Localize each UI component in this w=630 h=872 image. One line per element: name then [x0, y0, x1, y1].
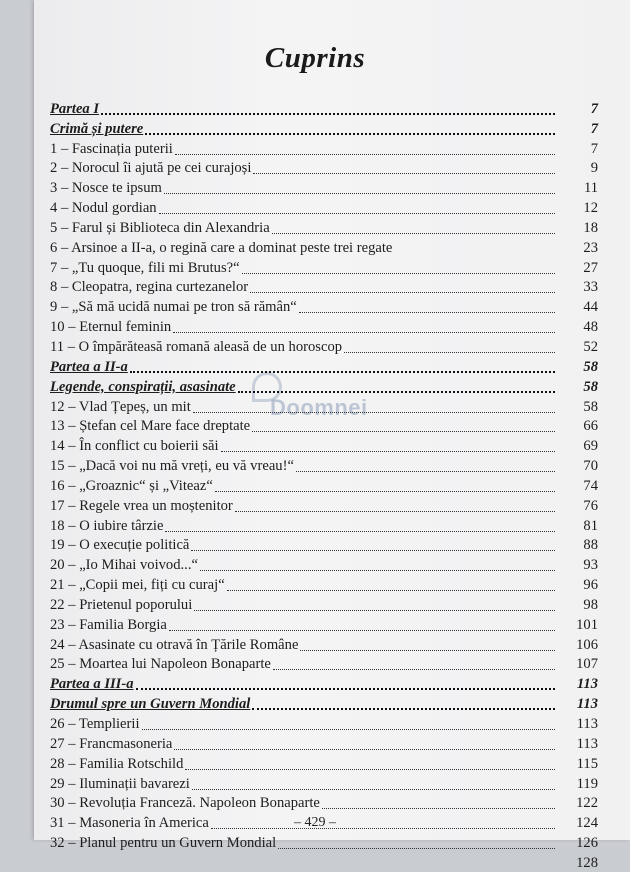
toc-entry-title: 30 – Revoluția Franceză. Napoleon Bonaparte	[50, 795, 320, 812]
toc-entry	[50, 158, 598, 178]
toc-entry-title: Partea a II-a	[50, 358, 128, 375]
dot-leader	[299, 298, 555, 313]
dot-leader	[278, 834, 555, 849]
toc-entry-page: 81	[583, 517, 598, 534]
toc-entry	[50, 574, 598, 594]
toc-entry-title: Drumul spre un Guvern Mondial	[50, 696, 251, 713]
toc-entry-page: 48	[583, 319, 598, 336]
toc-entry	[50, 614, 598, 634]
toc-entry-title: 22 – Prietenul poporului	[50, 596, 193, 613]
toc-entry-page: 52	[583, 338, 598, 355]
toc-entry-title: 6 – Arsinoe a II-a, o regină care a dominat peste trei regate	[50, 239, 393, 256]
toc-entry	[50, 713, 598, 733]
dot-leader	[192, 775, 555, 790]
dot-leader	[252, 694, 555, 710]
toc-entry-page: 113	[576, 735, 598, 752]
toc-entry	[50, 773, 598, 793]
toc-entry	[50, 475, 598, 495]
toc-entry	[50, 217, 598, 237]
toc-entry-title: Crimă și putere	[50, 120, 144, 137]
toc-entry-title: 5 – Farul și Biblioteca din Alexandria	[50, 219, 270, 236]
dot-leader	[344, 338, 555, 353]
toc-entry-title: 23 – Familia Borgia	[50, 616, 167, 633]
toc-entry-page: 106	[576, 636, 598, 653]
toc-entry-page: 7	[590, 100, 598, 117]
toc-entry	[50, 515, 598, 535]
toc-entry-page: 9	[590, 160, 598, 177]
toc-entry-page: 58	[583, 398, 598, 415]
toc-entry-page: 113	[576, 716, 598, 732]
toc-entry-page: 96	[583, 577, 598, 594]
toc-entry	[50, 832, 598, 852]
toc-entry-page: 27	[583, 259, 598, 276]
toc-entry	[50, 753, 598, 773]
toc-entry	[50, 455, 598, 475]
toc-entry	[50, 495, 598, 515]
toc-entry-page: 66	[583, 418, 598, 435]
toc-entry	[50, 852, 598, 872]
dot-leader	[300, 636, 555, 651]
toc-entry-title: 15 – „Dacă voi nu mă vreți, eu vă vreau!“	[50, 458, 294, 475]
toc-entry-title: 7 – „Tu quoque, fili mi Brutus?“	[50, 259, 240, 276]
dot-leader	[238, 377, 555, 393]
toc-entry-title: 16 – „Groaznic“ și „Viteaz“	[50, 477, 213, 494]
dot-leader	[322, 794, 555, 809]
toc-entry-page: 18	[583, 219, 598, 236]
dot-leader	[194, 596, 555, 611]
toc-entry	[50, 435, 598, 455]
toc-entry-page: 23	[583, 239, 598, 256]
dot-leader	[394, 240, 555, 254]
dot-leader	[174, 735, 555, 750]
toc-entry-page: 58	[583, 358, 598, 375]
toc-entry-title: 32 – Planul pentru un Guvern Mondial	[50, 835, 277, 852]
toc-entry-page: 107	[576, 656, 598, 673]
toc-entry-page: 101	[576, 616, 598, 633]
toc-entry	[50, 336, 598, 356]
toc-entry-title: 1 – Fascinația puterii	[50, 140, 173, 157]
toc-entry-title: 17 – Regele vrea un moștenitor	[50, 497, 233, 514]
toc-entry-page: 74	[583, 477, 598, 494]
toc-section-heading	[50, 118, 598, 138]
toc-entry	[50, 396, 598, 416]
dot-leader	[215, 477, 555, 492]
toc-section-heading	[50, 673, 598, 693]
toc-entry	[50, 793, 598, 813]
toc-entry-title: Legende, conspirații, asasinate	[50, 378, 236, 395]
toc-entry-title: 8 – Cleopatra, regina curtezanelor	[50, 279, 249, 296]
toc-entry	[50, 554, 598, 574]
dot-leader	[296, 457, 555, 472]
toc-entry-title: 29 – Iluminații bavarezi	[50, 775, 190, 792]
page-title: Cuprins	[264, 42, 366, 74]
dot-leader	[185, 755, 555, 770]
toc-entry	[50, 316, 598, 336]
toc-entry	[50, 535, 598, 555]
toc-entry-title: 26 – Templierii	[50, 716, 140, 732]
dot-leader	[253, 159, 555, 174]
dot-leader	[101, 99, 555, 115]
toc-entry-title: 11 – O împărăteasă romană aleasă de un horoscop	[50, 338, 343, 355]
dot-leader	[159, 199, 555, 214]
toc-entry-page: 115	[576, 755, 598, 772]
dot-leader	[130, 357, 555, 373]
toc-entry-title: 18 – O iubire târzie	[50, 517, 164, 534]
page-number: – 429 –	[294, 815, 336, 830]
dot-leader	[221, 437, 555, 452]
toc-entry	[50, 594, 598, 614]
dot-leader	[175, 140, 555, 155]
toc-entry-title: 28 – Familia Rotschild	[50, 755, 184, 772]
toc-entry-title: 20 – „Io Mihai voivod...“	[50, 557, 198, 574]
toc-entry-page: 88	[583, 537, 598, 554]
dot-leader	[227, 576, 555, 591]
dot-leader	[52, 855, 555, 869]
toc-entry-page: 12	[583, 200, 598, 217]
dot-leader	[136, 674, 555, 690]
toc-entry-title: 4 – Nodul gordian	[50, 200, 157, 217]
toc-entry	[50, 634, 598, 654]
toc-entry	[50, 416, 598, 436]
toc-entry-page: 113	[576, 696, 598, 713]
toc-entry-page: 33	[583, 279, 598, 296]
toc-entry-title: 21 – „Copii mei, fiți cu curaj“	[50, 577, 225, 594]
toc-entry-title: Partea I	[50, 100, 100, 117]
dot-leader	[173, 318, 555, 333]
toc-entry-title: 9 – „Să mă ucidă numai pe tron să rămân“	[50, 299, 297, 316]
dot-leader	[169, 616, 555, 631]
toc-entry-title: 25 – Moartea lui Napoleon Bonaparte	[50, 656, 271, 673]
toc-entry	[50, 177, 598, 197]
toc-entry	[50, 733, 598, 753]
dot-leader	[200, 556, 555, 571]
toc-entry-page: 70	[583, 458, 598, 475]
watermark: Doomnei	[270, 395, 368, 420]
dot-leader	[272, 219, 555, 234]
toc-entry-page: 128	[576, 854, 598, 871]
toc-entry	[50, 138, 598, 158]
table-of-contents	[50, 98, 598, 872]
toc-entry-page: 126	[576, 835, 598, 852]
dot-leader	[252, 417, 555, 432]
toc-section-heading	[50, 693, 598, 713]
dot-leader	[165, 517, 555, 532]
dot-leader	[235, 497, 555, 512]
dot-leader	[273, 655, 555, 670]
toc-entry-page: 58	[583, 378, 598, 395]
toc-entry	[50, 654, 598, 674]
toc-entry-page: 7	[590, 140, 598, 157]
toc-entry-title: 2 – Norocul îi ajută pe cei curajoși	[50, 160, 252, 177]
toc-entry-page: 124	[576, 815, 598, 832]
dot-leader	[250, 278, 555, 293]
toc-entry-title: 19 – O execuție politică	[50, 537, 190, 554]
toc-entry-title: 3 – Nosce te ipsum	[50, 180, 162, 197]
toc-entry-page: 69	[583, 438, 598, 455]
toc-entry-title: 27 – Francmasoneria	[50, 735, 173, 752]
dot-leader	[164, 179, 555, 194]
toc-entry-page: 98	[583, 596, 598, 613]
toc-entry-page: 11	[583, 180, 598, 197]
toc-section-heading	[50, 356, 598, 376]
toc-entry-page: 76	[583, 497, 598, 514]
toc-entry	[50, 197, 598, 217]
toc-entry-page: 7	[590, 120, 598, 137]
toc-entry-title: Partea a III-a	[50, 676, 134, 693]
toc-entry-page: 113	[576, 676, 598, 693]
toc-entry	[50, 277, 598, 297]
dot-leader	[191, 536, 555, 551]
toc-entry-title: 14 – În conflict cu boierii săi	[50, 438, 219, 455]
dot-leader	[242, 259, 555, 274]
toc-entry-title: 12 – Vlad Țepeș, un mit	[50, 398, 191, 415]
toc-entry	[50, 296, 598, 316]
dot-leader	[145, 119, 555, 135]
dot-leader	[193, 398, 555, 413]
toc-entry	[50, 237, 598, 257]
toc-entry-title: 10 – Eternul feminin	[50, 319, 172, 336]
dot-leader	[142, 715, 555, 730]
toc-entry-title: 31 – Masoneria în America	[50, 815, 209, 832]
toc-entry-page: 93	[583, 557, 598, 574]
toc-entry-page: 122	[576, 795, 598, 812]
toc-entry-title: 24 – Asasinate cu otravă în Țările Române	[50, 636, 299, 653]
toc-section-heading	[50, 376, 598, 396]
toc-entry-page: 119	[576, 775, 598, 792]
toc-section-heading	[50, 98, 598, 118]
toc-entry	[50, 257, 598, 277]
toc-entry-title: 13 – Ștefan cel Mare face dreptate	[50, 418, 251, 435]
toc-entry-page: 44	[583, 299, 598, 316]
